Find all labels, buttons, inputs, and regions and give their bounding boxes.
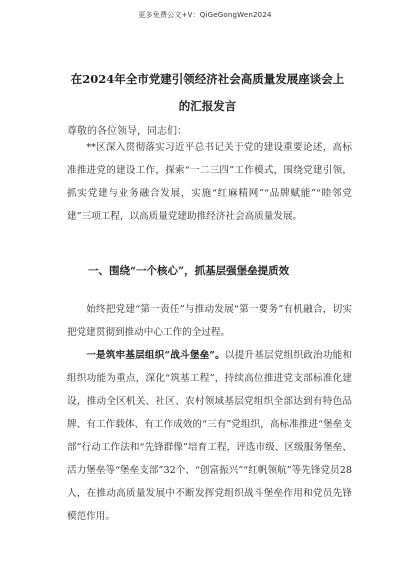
document-title: 在2024年全市党建引领经济社会高质量发展座谈会上的汇报发言 — [70, 72, 345, 113]
intro-paragraph: **区深入贯彻落实习近平总书记关于党的建设重要论述，高标准推进党的建设工作，探索“一二三四”工作模式，围绕党建引领，抓实党建与业务融合发展，实施“红麻精网”“品牌赋能”“睦邻党建”三项工程，以高质量党建助推经济社会高质量发展。 — [67, 142, 352, 222]
point-body: 以提升基层党组织政治功能和组织功能为重点，深化“筑基工程”，持续高位推进党支部标准化建设，推动全区机关、社区、农村领域基层党组织全部达到有特色品牌、有工作载体、有工作成效的“三有”党组织，高标准推进“堡垒支部”行动工作法和“先锋群像”培育工程，评选市级、区级服务堡垒、活力堡垒等“堡垒支部”32个、“创富振兴”“红帆领航”等先锋党员28人，在推动高质量发展中不断发挥党组织战斗堡垒作用和党员先锋模范作用。 — [67, 350, 352, 522]
header-note: 更多免费公文+V：QiGeGongWen2024 — [138, 11, 272, 19]
point-lead: 一是筑牢基层组织“战斗堡垒”。 — [86, 350, 225, 361]
section-heading: 一、围绕“一个核心”，抓基层强堡垒提质效 — [88, 265, 290, 277]
section-intro-paragraph: 始终把党建“第一责任”与推动发展“第一要务”有机融合，切实把党建贯彻到推动中心工作的全过程。 — [67, 304, 352, 338]
point-paragraph — [67, 344, 352, 528]
salutation: 尊敬的各位领导，同志们： — [67, 126, 187, 137]
